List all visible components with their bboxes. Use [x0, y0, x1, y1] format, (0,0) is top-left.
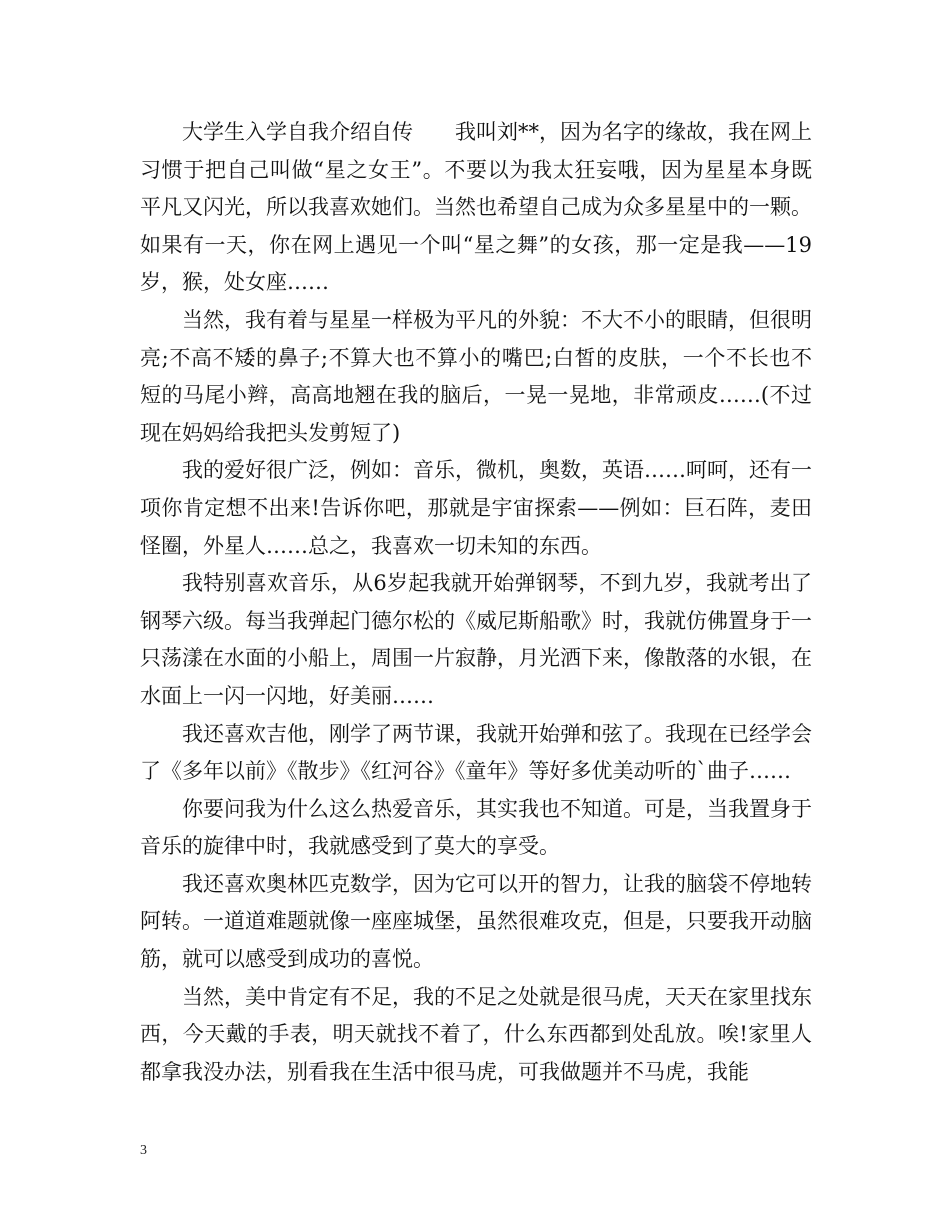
- paragraph-6: 你要问我为什么这么热爱音乐，其实我也不知道。可是，当我置身于音乐的旋律中时，我就感受到了莫大的享受。: [140, 796, 812, 859]
- document-body: [140, 114, 812, 1091]
- paragraph-1: 大学生入学自我介绍自传 我叫刘**，因为名字的缘故，我在网上习惯于把自己叫做“星之女王”。不要以为我太狂妄哦，因为星星本身既平凡又闪光，所以我喜欢她们。当然也希望自己成为众多星星中的一颗。如果有一天，你在网上遇见一个叫“星之舞”的女孩，那一定是我——19岁，猴，处女座……: [140, 120, 812, 295]
- paragraph-7: 我还喜欢奥林匹克数学，因为它可以开的智力，让我的脑袋不停地转阿转。一道道难题就像一座座城堡，虽然很难攻克，但是，只要我开动脑筋，就可以感受到成功的喜悦。: [140, 871, 812, 972]
- paragraph-5: 我还喜欢吉他，刚学了两节课，我就开始弹和弦了。我现在已经学会了《多年以前》《散步》《红河谷》《童年》等好多优美动听的`曲子……: [140, 721, 812, 784]
- paragraph-8: 当然，美中肯定有不足，我的不足之处就是很马虎，天天在家里找东西，今天戴的手表，明天就找不着了，什么东西都到处乱放。唉!家里人都拿我没办法，别看我在生活中很马虎，可我做题并不马虎，我能: [140, 984, 812, 1084]
- page-number: 3: [140, 1143, 147, 1158]
- paragraph-2: 当然，我有着与星星一样极为平凡的外貌：不大不小的眼睛，但很明亮;不高不矮的鼻子;不算大也不算小的嘴巴;白皙的皮肤，一个不长也不短的马尾小辫，高高地翘在我的脑后，一晃一晃地，非常顽皮……(不过现在妈妈给我把头发剪短了): [140, 307, 812, 445]
- paragraph-4: 我特别喜欢音乐，从6岁起我就开始弹钢琴，不到九岁，我就考出了钢琴六级。每当我弹起门德尔松的《威尼斯船歌》时，我就仿佛置身于一只荡漾在水面的小船上，周围一片寂静，月光洒下来，像散落的水银，在水面上一闪一闪地，好美丽……: [140, 571, 812, 708]
- paragraph-3: 我的爱好很广泛，例如：音乐，微机，奥数，英语……呵呵，还有一项你肯定想不出来!告诉你吧，那就是宇宙探索——例如：巨石阵，麦田怪圈，外星人……总之，我喜欢一切未知的东西。: [140, 458, 812, 558]
